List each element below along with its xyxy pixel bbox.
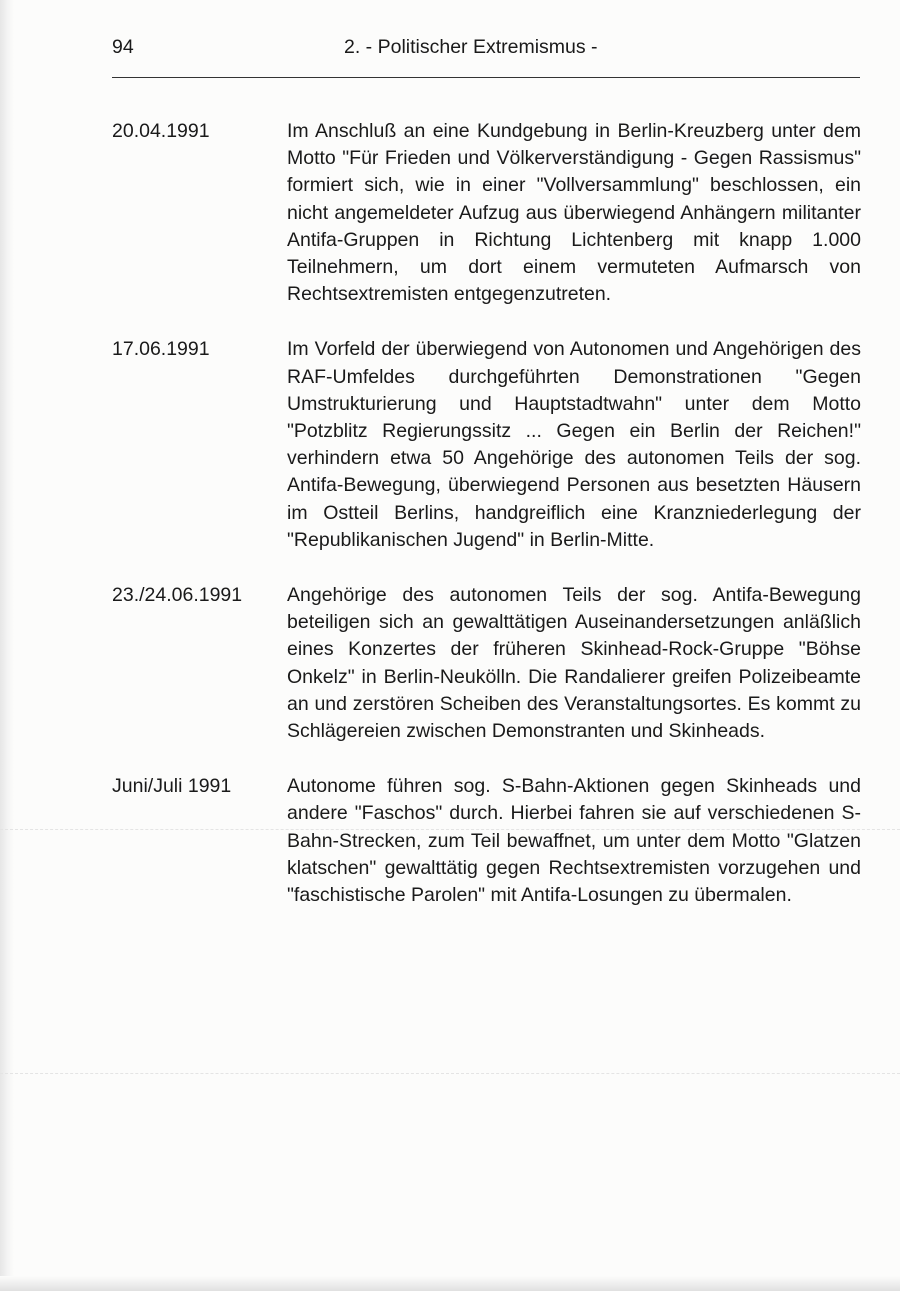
scan-artifact-line xyxy=(0,1073,900,1074)
entry-text: Im Anschluß an eine Kundgebung in Berlin-Kreuzberg unter dem Motto "Für Frieden und Völkerverständigung - Gegen Rassismus" formiert sich, wie in einer "Vollversammlung" beschlossen, ein nicht angemeldeter Aufzug aus überwiegend Anhängern militanter Antifa-Gruppen in Richtung Lichtenberg mit knapp 1.000 Teilnehmern, um dort einem vermuteten Aufmarsch von Rechtsextremisten entgegenzutreten. xyxy=(287,120,861,306)
chronology-list xyxy=(112,118,862,909)
chronology-entry xyxy=(112,582,862,745)
header-divider xyxy=(112,77,860,78)
running-title: 2. - Politischer Extremismus - xyxy=(344,36,598,58)
entry-date: Juni/Juli 1991 xyxy=(112,775,232,798)
entry-text: Autonome führen sog. S-Bahn-Aktionen gegen Skinheads und andere "Faschos" durch. Hierbei fahren sie auf verschiedenen S-Bahn-Strecken, zum Teil bewaffnet, um unter dem Motto "Glatzen klatschen" gewalttätig gegen Rechtsextremisten vorzugehen und "faschistische Parolen" mit Antifa-Losungen zu übermalen. xyxy=(287,775,861,907)
page-bottom-edge-shadow xyxy=(0,1276,900,1291)
entry-date: 20.04.1991 xyxy=(112,120,210,142)
entry-date: 23./24.06.1991 xyxy=(112,584,243,607)
chronology-entry xyxy=(112,773,862,909)
page-number: 94 xyxy=(112,36,134,58)
page-header xyxy=(112,36,860,66)
chronology-entry xyxy=(112,118,862,308)
page-left-edge-shadow xyxy=(0,0,14,1291)
entry-text: Im Vorfeld der überwiegend von Autonomen und Angehörigen des RAF-Umfeldes durchgeführten Demonstrationen "Gegen Umstrukturierung und Hauptstadtwahn" unter dem Motto "Potzblitz Regierungssitz ... Gegen ein Berlin der Reichen!" verhindern etwa 50 Angehörige des autonomen Teils der sog. Antifa-Bewegung, überwiegend Personen aus besetzten Häusern im Ostteil Berlins, handgreiflich eine Kranzniederlegung der "Republikanischen Jugend" in Berlin-Mitte. xyxy=(287,338,861,551)
entry-date: 17.06.1991 xyxy=(112,338,210,361)
chronology-entry xyxy=(112,336,862,554)
entry-text: Angehörige des autonomen Teils der sog. Antifa-Bewegung beteiligen sich an gewalttätigen Auseinandersetzungen anläßlich eines Konzertes der früheren Skinhead-Rock-Gruppe "Böhse Onkelz" in Berlin-Neukölln. Die Randalierer greifen Polizeibeamte an und zerstören Scheiben des Veranstaltungsortes. Es kommt zu Schlägereien zwischen Demonstranten und Skinheads. xyxy=(287,584,861,743)
